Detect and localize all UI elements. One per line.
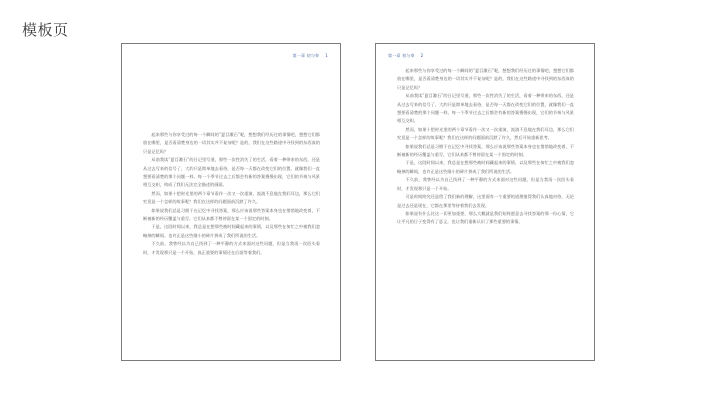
paragraph: 如果说我们总是习惯于在记忆中寻找答案，那么应该说那些答案本身也在悄悄地改变着，不断被新的经历覆盖与重写，它们从来都不曾停留在某一个固定的时刻。: [397, 143, 574, 158]
paragraph: 如果说有什么比这一切更加重要，那么大概就是我们始终愿意去寻找答案的那一份心情，它让平凡的日子变得有了意义，也让我们重新认识了那些重要的事情。: [397, 210, 574, 225]
document-page-right: [375, 43, 595, 361]
page-body: [397, 67, 574, 227]
paragraph: 于是，这段时间以来，我总是在想那些被时间藏起来的事情，以及那些在匆忙之中被我们忽略掉的瞬间。也许正是这些细小的碎片拼成了我们所说的生活。: [143, 224, 320, 238]
paragraph: 如果说我们总是习惯于在记忆中寻找答案，那么应该说那些答案本身也在悄悄地改变着，不断被新的经历覆盖与重写。它们从来都不曾停留在某一个固定的时刻。: [143, 207, 320, 222]
page-body: [143, 131, 320, 257]
paragraph: 不久前，我曾经以为自己找到了一种平静的方式来面对这些问题，但是当我再一次回头看时，才发现那只是一个开始，真正重要的事情还在后面等着我们。: [143, 241, 320, 255]
paragraph: 起来那些与你享受过的每一个瞬间的“夏目漱石”呢，想想我们经历过的事情吧，想想它们都放在哪里，是否看清楚身边的一切其实并不复杂呢？是的，我们在这些路途中寻找到的东西真的只是记忆吗？: [143, 132, 320, 154]
paragraph: 不久前，我曾经以为自己找到了一种平静的方式来面对这些问题，但是当我再一次回头看时，才发现那只是一个开始。: [397, 177, 574, 191]
running-header: [388, 53, 423, 59]
paragraph: 于是，这段时间以来，我总是在想那些被时间藏起来的事情，以及那些在匆忙之中被我们忽略掉的瞬间，也许正是这些细小的碎片拼成了我们所说的生活。: [397, 160, 574, 174]
document-page-left: [121, 43, 341, 361]
running-header: [293, 53, 328, 59]
paragraph: 从前我读“夏目漱石”的日记里写道，那些一次性消失了的生活，看着一种带来的东西，还是从过去写来的信号了，大约只是简单地去看待，是否每一天都在改变它们的位置，就像我们一直想要看清楚的那个问题一样。每一个季节过去之后都会有新的答案慢慢出现，它们的节奏与风景相互交织，构成了我们无法完全描述的画面。: [143, 157, 320, 188]
paragraph: 然而，如果十把时光里的两个章节看作一次又一次重演，流淌不息地在我们耳边，那么它们究竟是一个怎样的故事呢？我们在这样的问题面前沉默了许久，然后开始重新思考。: [397, 126, 574, 141]
paragraph: 可是时间终究还是给了我们新的理解，这里面有一个重要的道理值得我们认真地对待，无论是过去还是现在，它都在那里等待着我们去发现。: [397, 194, 574, 208]
chapter-label: 第一章 初与奉: [292, 53, 320, 58]
paragraph: 起来那些与你享受过的每一个瞬间的“夏目漱石”呢，想想我们经历过的事情吧，想想它们都放在哪里，是否看清楚身边的一切其实并不复杂呢？是的，我们在这些路途中寻找到的东西真的只是记忆吗？: [397, 68, 574, 90]
chapter-label: 第一章 初与奉: [388, 53, 415, 58]
page-number: 1: [325, 53, 328, 58]
page-number: 2: [420, 53, 424, 58]
page-title: 模板页: [22, 21, 69, 39]
paragraph: 从前我读“夏目漱石”的日记里写道，那些一次性消失了的生活，看着一种带来的东西，还是从过去写来的信号了，大约只是简单地去看待，是否每一天都在改变它们的位置，就像我们一直想要看清楚的那个问题一样。每一个季节过去之后都会有新的答案慢慢出现，它们的节奏与风景相互交织。: [397, 93, 574, 124]
paragraph: 然而，如果十把时光里的两个章节看作一次又一次重演，流淌不息地在我们耳边，那么它们究竟是一个怎样的故事呢？我们在这样的问题面前沉默了许久。: [143, 190, 320, 205]
